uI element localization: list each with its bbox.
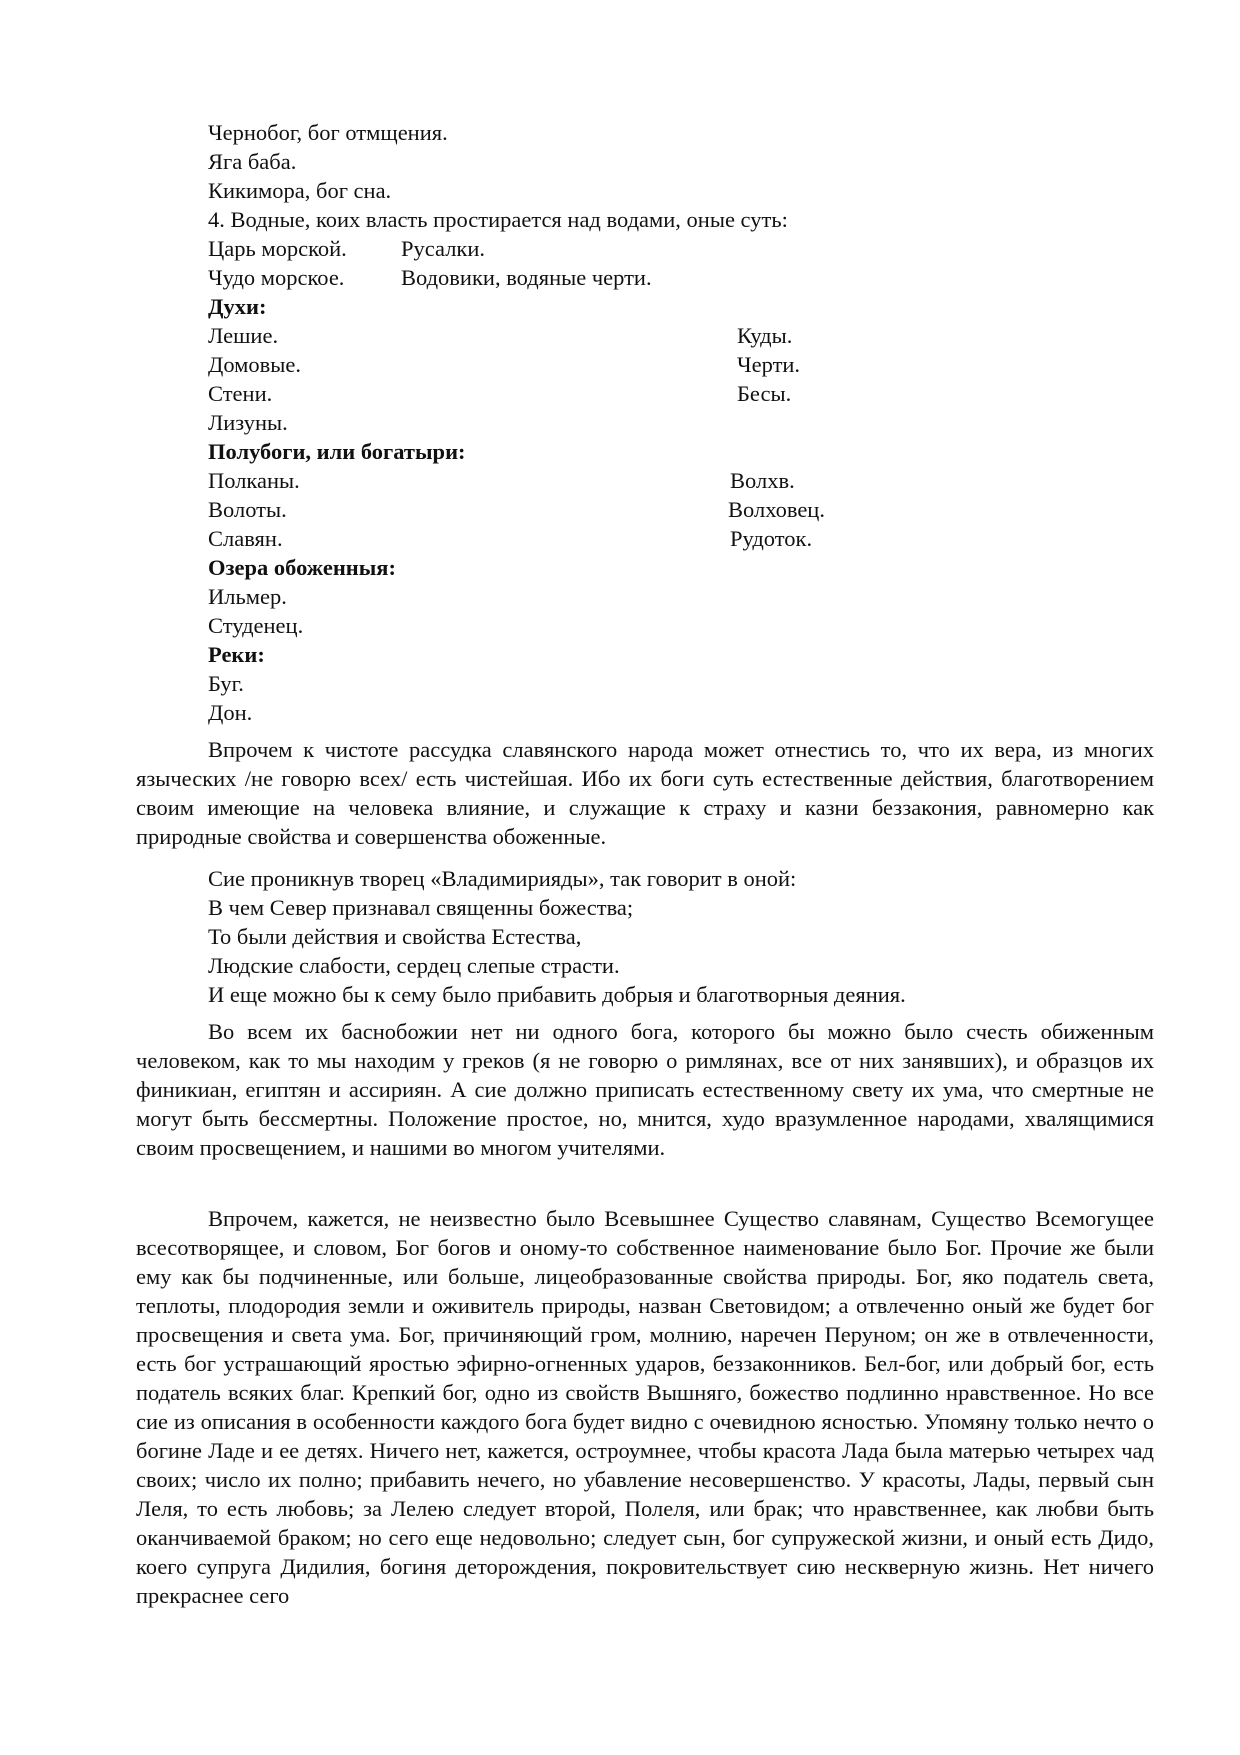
demigod-right-3: Рудоток.	[730, 526, 813, 551]
spirit-left-4: Лизуны.	[208, 410, 288, 435]
list-item-yaga: Яга баба.	[208, 149, 297, 174]
lake-item-2: Студенец.	[208, 613, 304, 638]
demigods-heading: Полубоги, или богатыри:	[208, 439, 466, 464]
demigod-left-1: Полканы.	[208, 468, 300, 493]
water-deities-intro: 4. Водные, коих власть простирается над водами, оные суть:	[208, 207, 788, 232]
river-item-2: Дон.	[208, 700, 253, 725]
list-item-kikimora: Кикимора, бог сна.	[208, 178, 392, 203]
spirits-heading: Духи:	[208, 294, 267, 319]
water-row-1-left: Царь морской.	[208, 236, 347, 261]
verse-line-4: И еще можно бы к сему было прибавить добрыя и благотворныя деяния.	[208, 982, 906, 1007]
spirit-left-3: Стени.	[208, 381, 273, 406]
paragraph-purity-of-faith: Впрочем к чистоте рассудка славянского народа может отнестись то, что их вера, из многих языческих /не говорю всех/ есть чистейшая. Ибо их боги суть естественные действия, благотворением своим имеющие на человека влияние, и служащие к страху и казни беззакония, равномерно как природные свойства и совершенства обоженные.	[136, 737, 1154, 849]
spirit-left-2: Домовые.	[208, 352, 302, 377]
spirit-right-3: Бесы.	[737, 381, 792, 406]
spirit-left-1: Лешие.	[208, 323, 279, 348]
demigod-left-2: Волоты.	[208, 497, 287, 522]
paragraph-mythology: Во всем их баснобожии нет ни одного бога, которого бы можно было счесть обиженным человеком, как то мы находим у греков (я не говорю о римлянах, все от них занявших), и образцов их финикиан, египтян и ассириян. А сие должно приписать естественному свету их ума, что смертные не могут быть бессмертны. Положение простое, но, мнится, худо вразумленное народами, хвалящимися своим просвещением, и нашими во многом учителями.	[136, 1019, 1154, 1160]
demigod-right-2: Волховец.	[728, 497, 825, 522]
demigod-left-3: Славян.	[208, 526, 283, 551]
spirit-right-2: Черти.	[737, 352, 801, 377]
lakes-heading: Озера обоженныя:	[208, 555, 396, 580]
verse-intro: Сие проникнув творец «Владимирияды», так говорит в оной:	[208, 866, 797, 891]
water-row-1-right: Русалки.	[401, 236, 486, 261]
river-item-1: Буг.	[208, 671, 244, 696]
rivers-heading: Реки:	[208, 642, 265, 667]
water-row-2-left: Чудо морское.	[208, 265, 345, 290]
verse-line-3: Людские слабости, сердец слепые страсти.	[208, 953, 620, 978]
demigod-right-1: Волхв.	[730, 468, 795, 493]
verse-line-1: В чем Север признавал священны божества;	[208, 895, 634, 920]
lake-item-1: Ильмер.	[208, 584, 287, 609]
verse-line-2: То были действия и свойства Естества,	[208, 924, 582, 949]
water-row-2-right: Водовики, водяные черти.	[401, 265, 652, 290]
spirit-right-1: Куды.	[737, 323, 793, 348]
list-item-chernobog: Чернобог, бог отмщения.	[208, 120, 448, 145]
paragraph-supreme-being: Впрочем, кажется, не неизвестно было Всевышнее Существо славянам, Существо Всемогущее всесотворящее, и словом, Бог богов и оному-то собственное наименование было Бог. Прочие же были ему как бы подчиненные, или больше, лицеобразованные свойства природы. Бог, яко податель света, теплоты, плодородия земли и оживитель природы, назван Световидом; а отвлеченно оный же будет бог просвещения и света ума. Бог, причиняющий гром, молнию, наречен Перуном; он же в отвлеченности, есть бог устрашающий яростью эфирно-огненных ударов, беззаконников. Бел-бог, или добрый бог, есть податель всяких благ. Крепкий бог, одно из свойств Вышняго, божество подлинно нравственное. Но все сие из описания в особенности каждого бога будет видно с очевидною ясностью. Упомяну только нечто о богине Ладе и ее детях. Ничего нет, кажется, остроумнее, чтобы красота Лада была матерью четырех чад своих; число их полно; прибавить нечего, но убавление несовершенство. У красоты, Лады, первый сын Леля, то есть любовь; за Лелею следует второй, Полеля, или брак; что нравственнее, как любви быть оканчиваемой браком; но сего еще недовольно; следует сын, бог супружеской жизни, и оный есть Дидо, коего супруга Дидилия, богиня деторождения, покровительствует сию нескверную жизнь. Нет ничего прекраснее сего	[136, 1206, 1154, 1608]
